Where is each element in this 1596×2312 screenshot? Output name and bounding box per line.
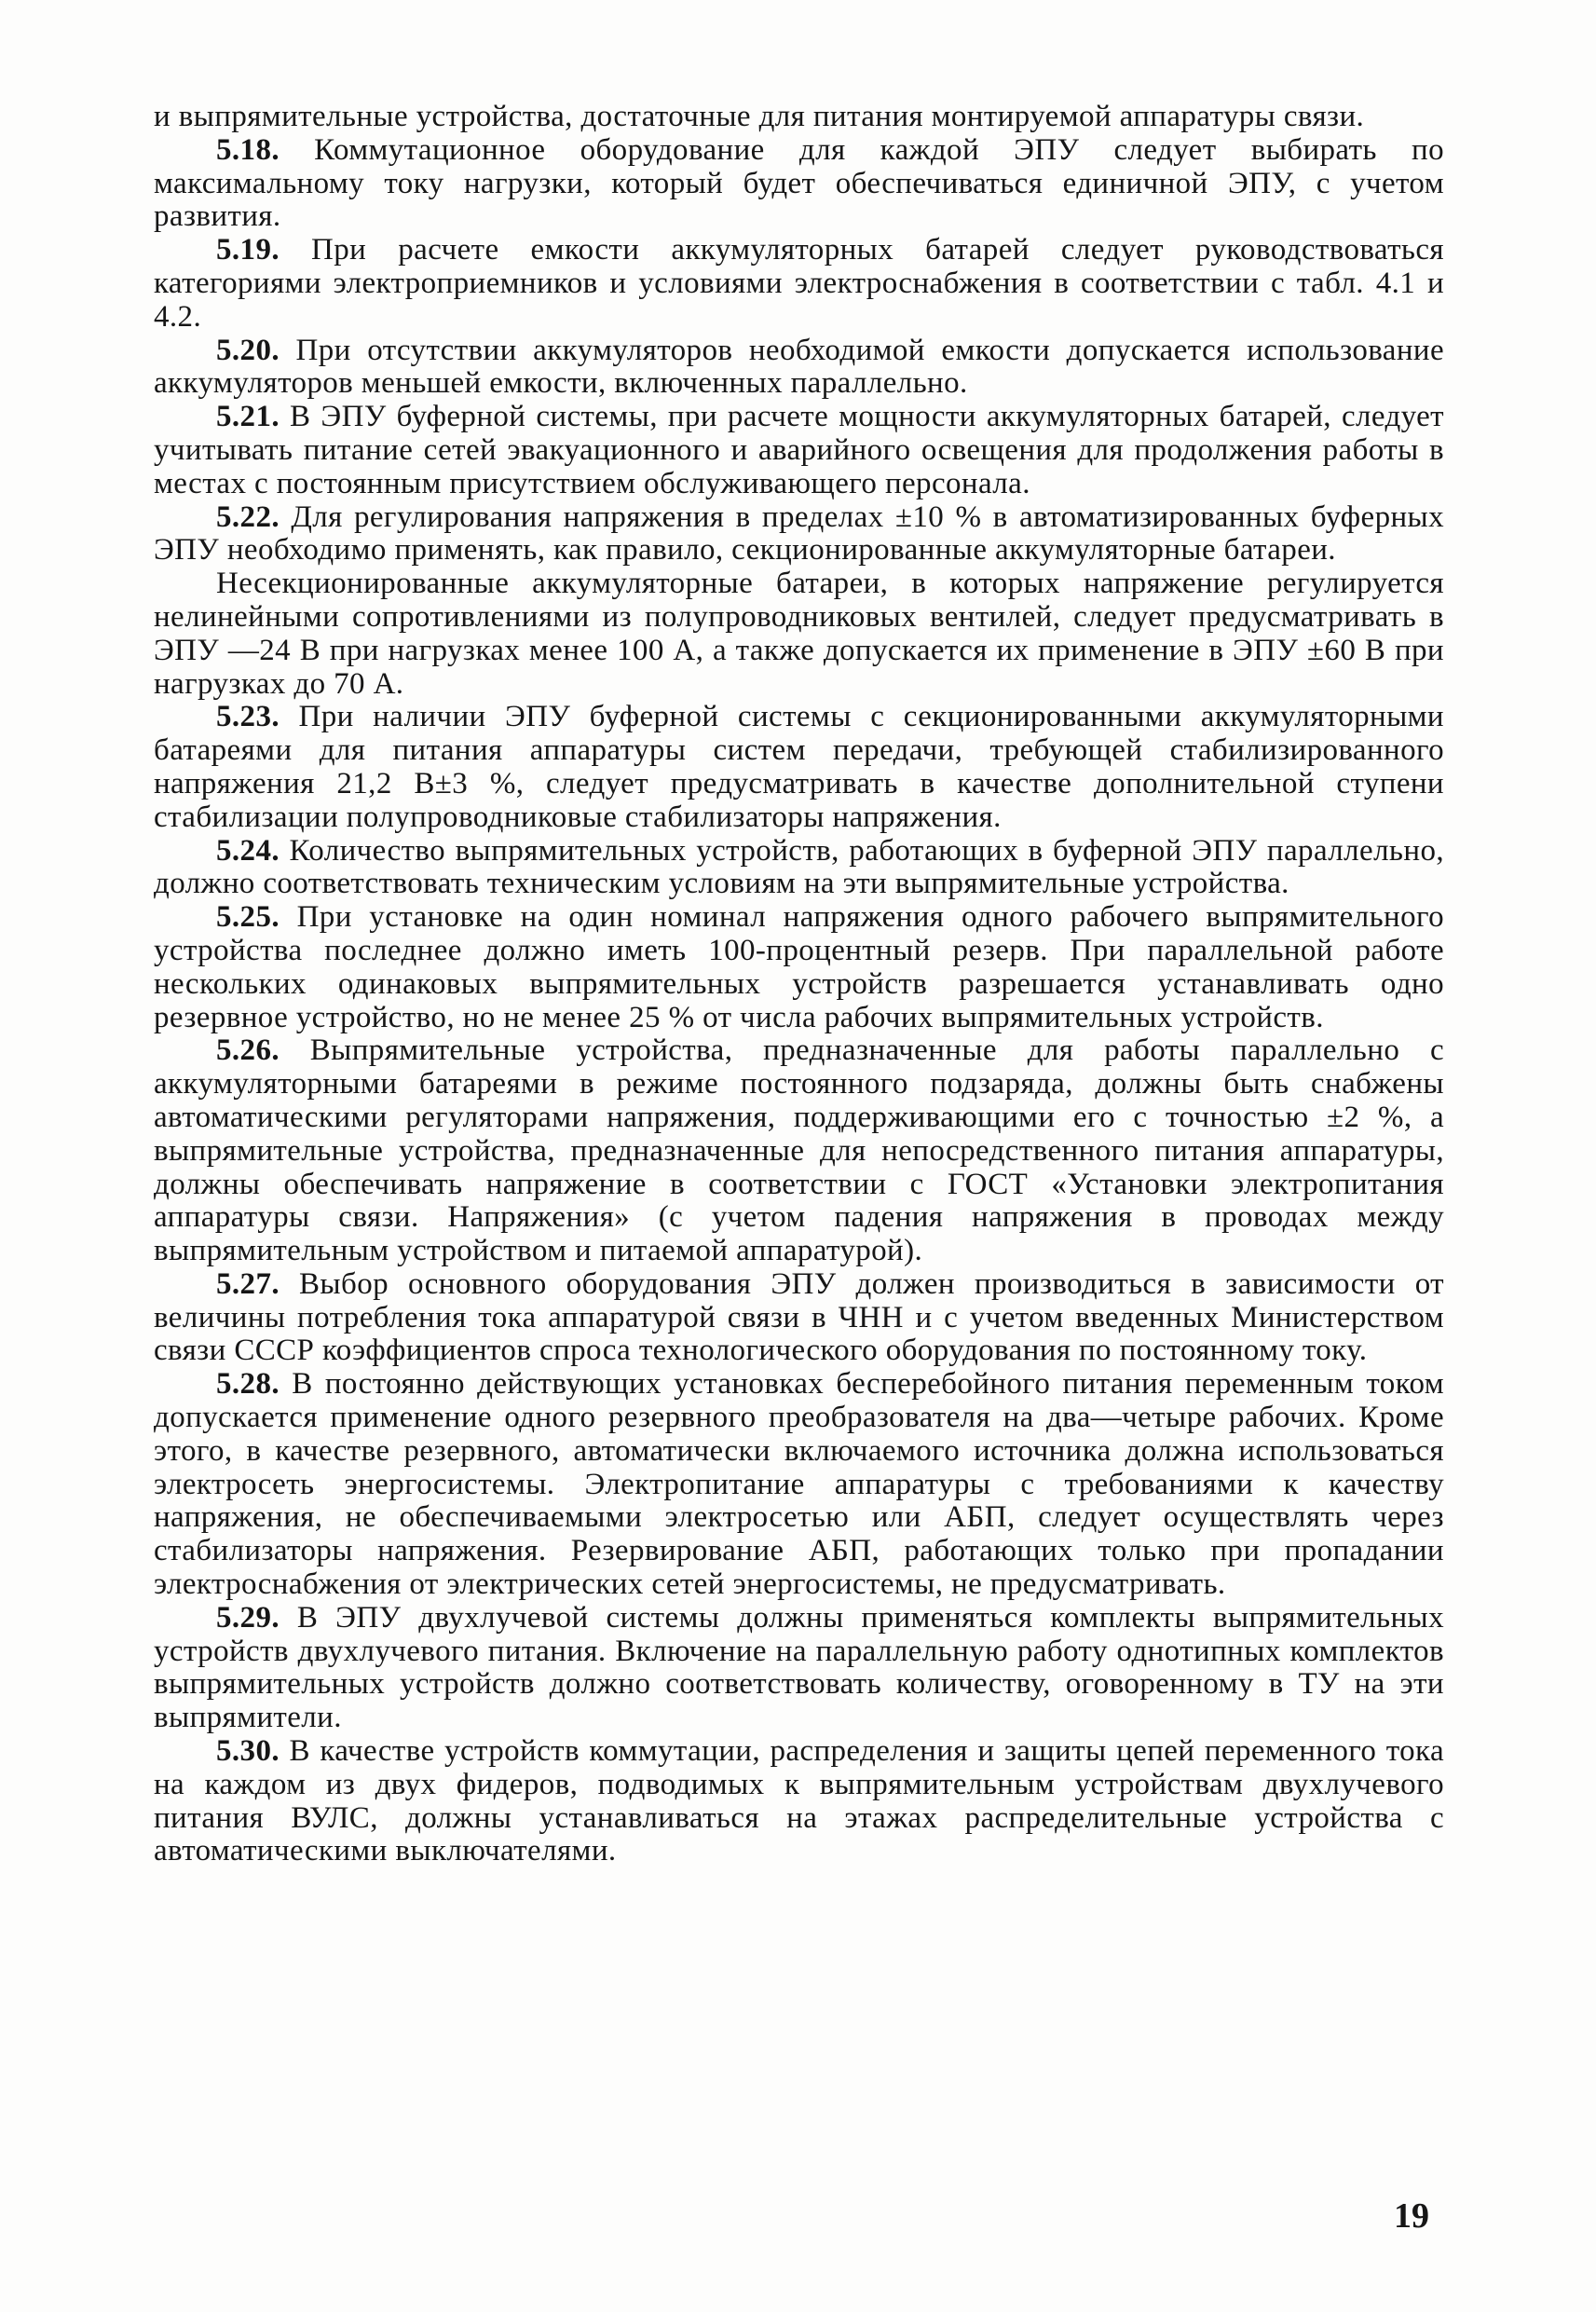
clause-number: 5.27. xyxy=(216,1266,280,1301)
clause-number: 5.19. xyxy=(216,233,280,267)
clause-number: 5.30. xyxy=(216,1734,280,1769)
paragraph-list xyxy=(154,134,1444,1868)
clause-number: 5.20. xyxy=(216,333,280,367)
clause-text: Выпрямительные устройства, предназначенные для работы параллельно с аккумуляторными батареями в режиме постоянного подзаряда, должны быть снабжены автоматическими регуляторами напряжения, поддерживающими его с точностью ±2 %, а выпрямительные устройства, предназначенные для непосредственного питания аппаратуры, должны обеспечивать напряжение в соответствии с ГОСТ «Установки электропитания аппаратуры связи. Напряжения» (с учетом падения напряжения в проводах между выпрямительным устройством и питаемой аппаратурой). xyxy=(154,1033,1445,1268)
clause-text: При наличии ЭПУ буферной системы с секционированными аккумуляторными батареями для питания аппаратуры систем передачи, требующей стабилизированного напряжения 21,2 В±3 %, следует предусматривать в качестве дополнительной ступени стабилизации полупроводниковые стабилизаторы напряжения. xyxy=(154,700,1444,834)
clause-number: 5.18. xyxy=(216,132,280,167)
clause-text: При расчете емкости аккумуляторных батарей следует руководствоваться категориями электроприемников и условиями электроснабжения в соответствии с табл. 4.1 и 4.2. xyxy=(154,233,1445,334)
clause-number: 5.25. xyxy=(216,900,280,935)
paragraph xyxy=(154,701,1444,834)
clause-text: Выбор основного оборудования ЭПУ должен производиться в зависимости от величины потребления тока аппаратурой связи в ЧНН и с учетом введенных Министерством связи СССР коэффициентов спроса технологического оборудования по постоянному току. xyxy=(154,1266,1444,1368)
clause-number: 5.23. xyxy=(216,700,280,734)
clause-text: Для регулирования напряжения в пределах ±10 % в автоматизированных буферных ЭПУ необходимо применять, как правило, секционированные аккумуляторные батареи. xyxy=(154,499,1444,568)
paragraph xyxy=(154,1735,1444,1868)
clause-text: При отсутствии аккумуляторов необходимой емкости допускается использование аккумуляторов меньшей емкости, включенных параллельно. xyxy=(154,333,1445,401)
paragraph xyxy=(154,401,1444,500)
clause-number: 5.29. xyxy=(216,1600,280,1635)
clause-number: 5.21. xyxy=(216,400,280,434)
clause-text: При установке на один номинал напряжения одного рабочего выпрямительного устройства последнее должно иметь 100-процентный резерв. При параллельной работе нескольких одинаковых выпрямительных устройств разрешается устанавливать одно резервное устройство, но не менее 25 % от числа рабочих выпрямительных устройств. xyxy=(154,900,1444,1034)
paragraph xyxy=(154,1268,1444,1368)
clause-text: В качестве устройств коммутации, распределения и защиты цепей переменного тока на каждом из двух фидеров, подводимых к выпрямительным устройствам двухлучевого питания ВУЛС, должны устанавливаться на этажах распределительные устройства с автоматическими выключателями. xyxy=(154,1734,1444,1868)
paragraph xyxy=(154,234,1444,334)
page-number: 19 xyxy=(1394,2196,1429,2236)
clause-text: Несекционированные аккумуляторные батареи, в которых напряжение регулируется нелинейными сопротивлениями из полупроводниковых вентилей, следует предусматривать в ЭПУ —24 В при нагрузках менее 100 А, а также допускается их применение в ЭПУ ±60 В при нагрузках до 70 А. xyxy=(154,567,1444,701)
body-text xyxy=(154,101,1444,1868)
paragraph xyxy=(154,1368,1444,1602)
clause-text: Коммутационное оборудование для каждой ЭПУ следует выбирать по максимальному току нагрузки, который будет обеспечиваться единичной ЭПУ, с учетом развития. xyxy=(154,132,1444,234)
clause-text: В ЭПУ двухлучевой системы должны применяться комплекты выпрямительных устройств двухлучевого питания. Включение на параллельную работу однотипных комплектов выпрямительных устройств должно соответствовать количеству, оговоренному в ТУ на эти выпрямители. xyxy=(154,1600,1444,1735)
paragraph xyxy=(154,335,1444,402)
clause-text: В постоянно действующих установках бесперебойного питания переменным током допускается применение одного резервного преобразователя на два—четыре рабочих. Кроме этого, в качестве резервного, автоматически включаемого источника должна использоваться электросеть энергосистемы. Электропитание аппаратуры с требованиями к качеству напряжения, не обеспечиваемыми электросетью или АБП, следует осуществлять через стабилизаторы напряжения. Резервирование АБП, работающих только при пропадании электроснабжения от электрических сетей энергосистемы, не предусматривать. xyxy=(154,1367,1444,1602)
clause-text: Количество выпрямительных устройств, работающих в буферной ЭПУ параллельно, должно соответствовать техническим условиям на эти выпрямительные устройства. xyxy=(154,833,1444,901)
clause-number: 5.26. xyxy=(216,1033,280,1068)
clause-number: 5.22. xyxy=(216,499,280,534)
clause-text: В ЭПУ буферной системы, при расчете мощности аккумуляторных батарей, следует учитывать питание сетей эвакуационного и аварийного освещения для продолжения работы в местах с постоянным присутствием обслуживающего персонала. xyxy=(154,400,1444,500)
paragraph xyxy=(154,901,1444,1034)
paragraph xyxy=(154,568,1444,701)
continuation-paragraph: и выпрямительные устройства, достаточные для питания монтируемой аппаратуры связи. xyxy=(154,100,1365,133)
clause-number: 5.28. xyxy=(216,1367,280,1402)
paragraph xyxy=(154,1602,1444,1735)
paragraph xyxy=(154,501,1444,568)
paragraph xyxy=(154,134,1444,234)
paragraph xyxy=(154,835,1444,902)
clause-number: 5.24. xyxy=(216,833,280,868)
paragraph xyxy=(154,1034,1444,1268)
